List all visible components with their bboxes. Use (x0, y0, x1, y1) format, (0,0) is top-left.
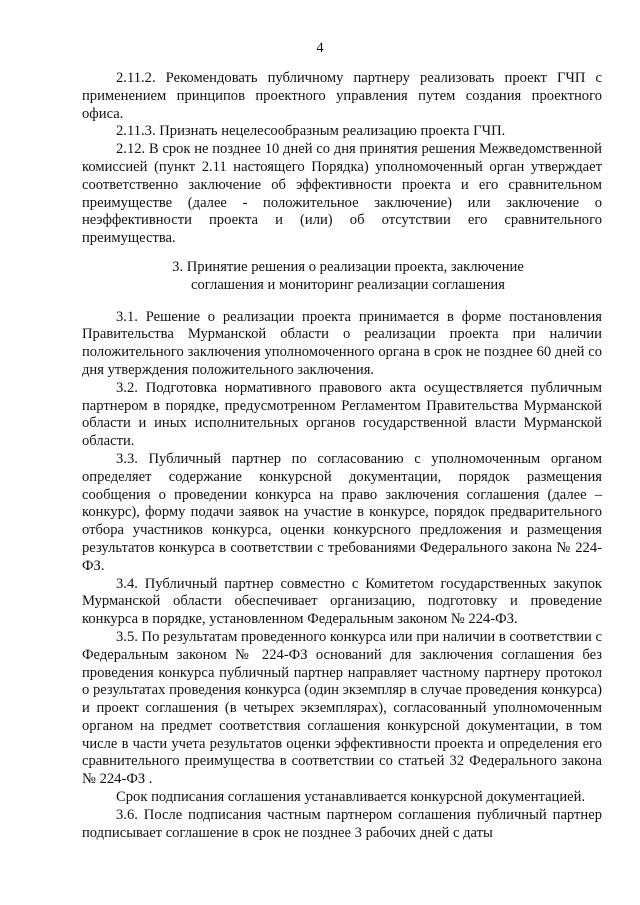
paragraph-3-2: 3.2. Подготовка нормативного правового акта осуществляется публичным партнером в порядке, предусмотренном Регламентом Правительства Мурманской области и иных исполнительных органов государственной власти Мурманской области. (82, 379, 602, 450)
paragraph-3-1: 3.1. Решение о реализации проекта принимается в форме постановления Правительства Мурманской области о реализации проекта при наличии положительного заключения уполномоченного органа в срок не позднее 60 дней со дня утверждения положительного заключения. (82, 308, 602, 378)
document-body (82, 70, 602, 842)
paragraph-3-6: 3.6. После подписания частным партнером соглашения публичный партнер подписывает соглашение в срок не позднее 3 рабочих дней с даты (82, 806, 602, 841)
page-number: 4 (316, 40, 324, 56)
paragraph-3-5: 3.5. По результатам проведенного конкурса или при наличии в соответствии с Федеральным законом № 224-ФЗ оснований для заключения соглашения без проведения конкурса публичный партнер направляет частному партнеру протокол о результатах проведения конкурса (один экземпляр в случае проведения конкурса) и проект соглашения (в четырех экземплярах), согласованный уполномоченным органом на предмет соответствия соглашения конкурсной документации, в том числе в части учета результатов оценки эффективности проекта и определения его сравнительного преимущества в соответствии со статьей 32 Федерального закона № 224-ФЗ . (82, 628, 602, 788)
paragraph-2-11-2: 2.11.2. Рекомендовать публичному партнеру реализовать проект ГЧП с применением принципов проектного управления путем создания проектного офиса. (82, 70, 602, 122)
paragraph-2-12: 2.12. В срок не позднее 10 дней со дня принятия решения Межведомственной комиссией (пункт 2.11 настоящего Порядка) уполномоченный орган утверждает соответственно заключение об эффективности проекта и его сравнительном преимуществе (далее - положительное заключение) или заключение о неэффективности проекта и (или) об отсутствии его сравнительного преимущества. (82, 141, 602, 247)
paragraph-3-3: 3.3. Публичный партнер по согласованию с уполномоченным органом определяет содержание конкурсной документации, порядок размещения сообщения о проведении конкурса на право заключения соглашения (далее – конкурс), форму подачи заявок на участие в конкурсе, порядок предварительного отбора участников конкурса, оценки конкурсного предложения и размещения результатов конкурса в соответствии с требованиями Федерального закона № 224-ФЗ. (82, 450, 602, 574)
section-heading-line-1: 3. Принятие решения о реализации проекта, заключение (172, 258, 524, 275)
paragraph-2-11-3: 2.11.3. Признать нецелесообразным реализацию проекта ГЧП. (116, 123, 506, 140)
section-heading-line-2: соглашения и мониторинг реализации соглашения (191, 276, 505, 293)
paragraph-3-4: 3.4. Публичный партнер совместно с Комитетом государственных закупок Мурманской области обеспечивает организацию, подготовку и проведение конкурса в порядке, установленном Федеральным законом № 224-ФЗ. (82, 575, 602, 628)
section-heading-3 (82, 259, 602, 295)
paragraph-signing-term: Срок подписания соглашения устанавливается конкурсной документацией. (116, 789, 586, 806)
